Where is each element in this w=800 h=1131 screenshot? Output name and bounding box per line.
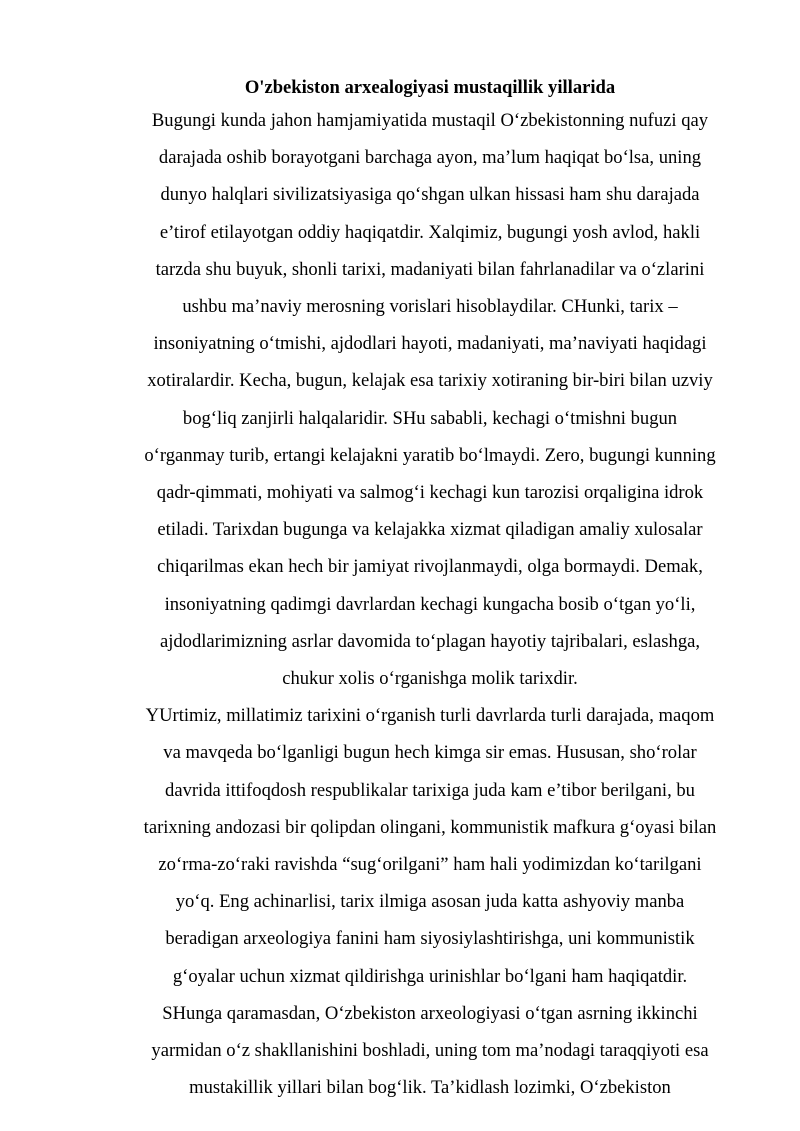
paragraph-2-line: zo‘rma-zo‘raki ravishda “sug‘orilgani” ham hali yodimizdan ko‘tarilgani — [158, 854, 702, 876]
paragraph-2-line: va mavqeda bo‘lganligi bugun hech kimga sir emas. Hususan, sho‘rolar — [163, 742, 697, 764]
paragraph-2-line: SHunga qaramasdan, O‘zbekiston arxeologiyasi o‘tgan asrning ikkinchi — [162, 1002, 698, 1024]
paragraph-1-line: e’tirof etilayotgan oddiy haqiqatdir. Xalqimiz, bugungi yosh avlod, hakli — [159, 221, 701, 243]
paragraph-2-line: tarixning andozasi bir qolipdan olingani, kommunistik mafkura g‘oyasi bilan — [143, 816, 717, 838]
paragraph-1-line: o‘rganmay turib, ertangi kelajakni yaratib bo‘lmaydi. Zero, bugungi kunning — [144, 444, 716, 466]
paragraph-1-line: qadr-qimmati, mohiyati va salmog‘i kechagi kun tarozisi orqaligina idrok — [156, 482, 704, 504]
paragraph-1-line: chiqarilmas ekan hech bir jamiyat rivojlanmaydi, olga bormaydi. Demak, — [157, 556, 703, 578]
paragraph-1-line: ajdodlarimizning asrlar davomida to‘plagan hayotiy tajribalari, eslashga, — [159, 630, 701, 652]
paragraph-1-line: insoniyatning o‘tmishi, ajdodlari hayoti, madaniyati, ma’naviyati haqidagi — [153, 333, 707, 355]
page-title: O'zbekiston arxealogiyasi mustaqillik yillarida — [244, 77, 616, 98]
paragraph-1-line: bog‘liq zanjirli halqalaridir. SHu sababli, kechagi o‘tmishni bugun — [182, 407, 678, 429]
paragraph-1-line: etiladi. Tarixdan bugunga va kelajakka xizmat qiladigan amaliy xulosalar — [157, 519, 703, 541]
paragraph-1-line: darajada oshib borayotgani barchaga ayon, ma’lum haqiqat bo‘lsa, uning — [158, 147, 702, 169]
paragraph-2-line: g‘oyalar uchun xizmat qildirishga urinishlar bo‘lgani ham haqiqatdir. — [172, 965, 688, 987]
paragraph-2-line: YUrtimiz, millatimiz tarixini o‘rganish turli davrlarda turli darajada, maqom — [145, 705, 715, 727]
paragraph-2-line: beradigan arxeologiya fanini ham siyosiylashtirishga, uni kommunistik — [165, 928, 695, 950]
paragraph-1-line: Bugungi kunda jahon hamjamiyatida mustaqil O‘zbekistonning nufuzi qay — [151, 110, 709, 131]
paragraph-2-line: davrida ittifoqdosh respublikalar tarixiga juda kam e’tibor berilgani, bu — [165, 779, 695, 801]
paragraph-2-line: mustakillik yillari bilan bog‘lik. Ta’kidlash lozimki, O‘zbekiston — [189, 1077, 671, 1099]
paragraph-1-line: chukur xolis o‘rganishga molik tarixdir. — [282, 668, 578, 690]
document-content — [113, 74, 747, 1106]
paragraph-1-line: insoniyatning qadimgi davrlardan kechagi kungacha bosib o‘tgan yo‘li, — [164, 593, 696, 615]
paragraph-1-line: tarzda shu buyuk, shonli tarixi, madaniyati bilan fahrlanadilar va o‘zlarini — [155, 258, 705, 280]
paragraph-1 — [113, 102, 747, 697]
paragraph-1-line: dunyo halqlari sivilizatsiyasiga qo‘shgan ulkan hissasi ham shu darajada — [160, 184, 700, 206]
paragraph-2-line: yo‘q. Eng achinarlisi, tarix ilmiga asosan juda katta ashyoviy manba — [175, 891, 685, 913]
paragraph-1-line: ushbu ma’naviy merosning vorislari hisoblaydilar. CHunki, tarix – — [182, 296, 678, 318]
paragraph-2-line: yarmidan o‘z shakllanishini boshladi, uning tom ma’nodagi taraqqiyoti esa — [151, 1040, 709, 1062]
paragraph-2 — [113, 697, 747, 1106]
paragraph-1-line: xotiralardir. Kecha, bugun, kelajak esa tarixiy xotiraning bir-biri bilan uzviy — [147, 370, 713, 392]
